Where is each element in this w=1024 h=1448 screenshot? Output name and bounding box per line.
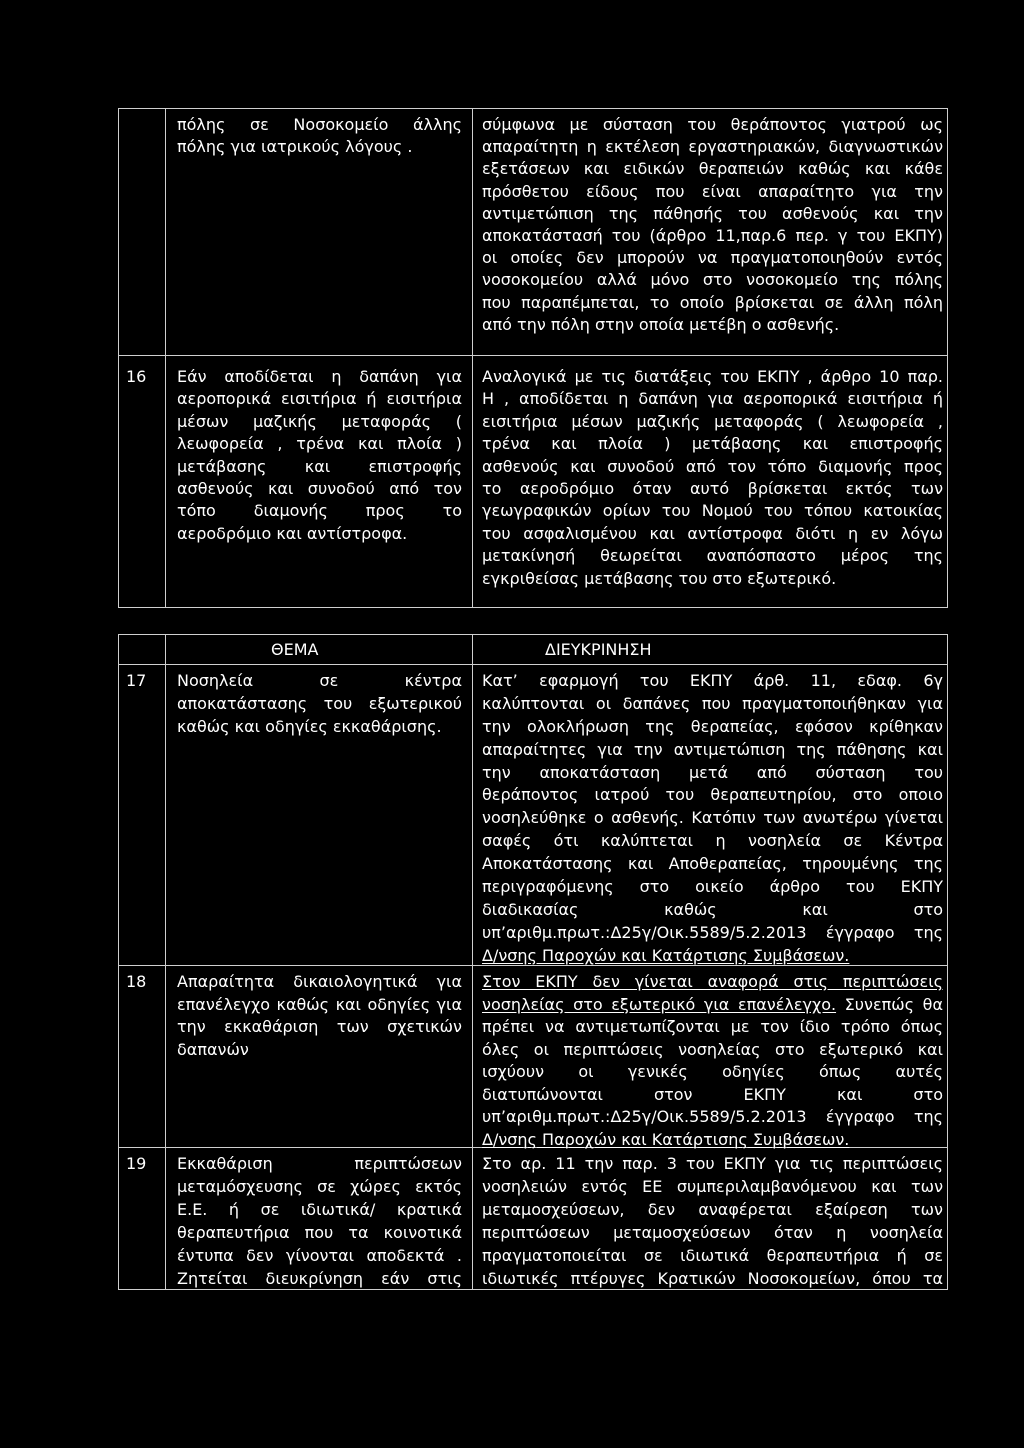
clarification-text-line: μεταμοσχεύσεων, δεν αναφέρεται εξαίρεση των: [482, 1200, 943, 1220]
row-number: [119, 966, 166, 1147]
theme-text-line: αεροπορικά εισιτήρια ή εισιτήρια: [177, 389, 462, 409]
clarification-text-line: ιδιωτικές πτέρυγες Κρατικών Νοσοκομείων, όπου τα: [482, 1269, 943, 1289]
clarification-text-line: νοσηλειών εντός ΕΕ συμπεριλαμβανόμενου και των: [482, 1177, 943, 1197]
table-row: [119, 109, 948, 356]
text-segment: Συνεπώς θα: [844, 994, 943, 1014]
theme-text-line: ασθενούς και συνοδού από τον: [177, 478, 462, 498]
clarification-text-line: μετακίνησή θεωρείται αναπόσπαστο μέρος της: [482, 546, 943, 566]
clarification-text-line: διατυπώνονται στον ΕΚΠΥ και στο: [482, 1084, 943, 1104]
header-theme: [166, 635, 473, 664]
theme-text-line: λεωφορεία , τρένα και πλοία ): [177, 434, 462, 454]
theme-cell: [166, 665, 473, 965]
row-number-text: 17: [126, 671, 147, 690]
table-row: [119, 356, 948, 608]
clarification-text-line: Αποκατάστασης και Αποθεραπείας, τηρουμένης της: [482, 854, 943, 874]
clarification-text-line: απαραίτητες για την αντιμετώπιση της πάθησης και: [482, 739, 943, 759]
clarification-cell: [473, 109, 948, 355]
row-number: [119, 665, 166, 965]
clarification-text-line: περιπτώσεων μεταμοσχεύσεων όταν η νοσηλεία: [482, 1223, 943, 1243]
theme-text-line: Απαραίτητα δικαιολογητικά για: [177, 972, 462, 991]
theme-text-line: πόλης σε Νοσοκομείο άλλης: [177, 115, 462, 134]
theme-text-line: αποκατάστασης του εξωτερικού: [177, 693, 462, 713]
header-number: [119, 635, 166, 664]
theme-text-line: θεραπευτήρια που τα κοινοτικά: [177, 1223, 462, 1243]
theme-cell: [166, 109, 473, 355]
table-row: [119, 966, 948, 1148]
row-number-text: 16: [126, 367, 147, 386]
theme-text-line: μέσων μαζικής μεταφοράς (: [177, 411, 462, 431]
row-number: [119, 109, 166, 355]
theme-cell: [166, 1148, 473, 1289]
clarification-text-line: Η , αποδίδεται η δαπάνη για αεροπορικά εισιτήρια ή: [482, 389, 943, 409]
clarification-text-line: το αεροδρόμιο όταν αυτό βρίσκεται εκτός των: [482, 478, 943, 498]
row-number: [119, 356, 166, 607]
header-theme-label: ΘΕΜΑ: [271, 640, 319, 659]
clarification-text-line: την ολοκλήρωση της θεραπείας, εφόσον κρίθηκαν: [482, 716, 943, 736]
clarification-text-line: που παραπέμπεται, το οποίο βρίσκεται σε άλλη πόλη: [482, 292, 943, 312]
theme-cell: [166, 966, 473, 1147]
table-topics: [118, 634, 948, 1290]
clarification-text-line: υπ’αριθμ.πρωτ.:Δ25γ/Οικ.5589/5.2.2013 έγγραφο της: [482, 922, 943, 942]
clarification-text-line: από την πόλη στην οποία μετέβη ο ασθενής.: [482, 314, 840, 334]
clarification-text-line: σύμφωνα με σύσταση του θεράποντος γιατρού ως: [482, 115, 943, 134]
clarification-text-line: αποκατάστασή του (άρθρο 11,παρ.6 περ. γ του ΕΚΠΥ): [482, 225, 943, 245]
theme-text-line: μετάβασης και επιστροφής: [177, 456, 462, 476]
clarification-text-line: όλες οι περιπτώσεις νοσηλείας στο εξωτερικό και: [482, 1039, 943, 1059]
clarification-text-line: εισιτήρια μέσων μαζικής μεταφοράς ( λεωφορεία ,: [482, 411, 943, 431]
header-clarification-label: ΔΙΕΥΚΡΙΝΗΣΗ: [545, 640, 652, 659]
theme-text-line: πόλης για ιατρικούς λόγους .: [177, 137, 413, 157]
table-row: [119, 1148, 948, 1290]
clarification-text-line: εξετάσεων και ειδικών θεραπειών καθώς και κάθε: [482, 159, 943, 179]
clarification-text-line: πραγματοποιείται σε ιδιωτικά θεραπευτήρια ή σε: [482, 1246, 943, 1266]
theme-text-line: αεροδρόμιο και αντίστροφα.: [177, 523, 408, 543]
clarification-text-line: Στο αρ. 11 την παρ. 3 του ΕΚΠΥ για τις περιπτώσεις: [482, 1154, 943, 1173]
theme-text-line: καθώς και οδηγίες εκκαθάρισης.: [177, 716, 442, 736]
theme-text-line: έντυπα δεν γίνονται αποδεκτά .: [177, 1246, 462, 1266]
clarification-text-line: Κατ’ εφαρμογή του ΕΚΠΥ άρθ. 11, εδαφ. 6γ: [482, 671, 943, 690]
clarification-text-line: την αποκατάσταση μετά από σύσταση του: [482, 762, 943, 782]
clarification-text-line: εγκριθείσας μετάβασης του στο εξωτερικό.: [482, 568, 837, 588]
clarification-text-line: πρέπει να αντιμετωπίζονται με τον ίδιο τρόπο όπως: [482, 1017, 943, 1036]
theme-text-line: Εάν αποδίδεται η δαπάνη για: [177, 367, 462, 386]
table-row: [119, 665, 948, 966]
clarification-cell: [473, 966, 948, 1147]
theme-text-line: Εκκαθάριση περιπτώσεων: [177, 1154, 462, 1173]
theme-text-line: μεταμόσχευσης σε χώρες εκτός: [177, 1177, 462, 1197]
underlined-text: Στον ΕΚΠΥ δεν γίνεται αναφορά στις περιπτώσεις: [482, 972, 943, 991]
theme-text-line: Ζητείται διευκρίνηση εάν στις: [177, 1269, 462, 1289]
clarification-text-line: θεράποντος ιατρού του θεραπευτηρίου, στο οποιο: [482, 785, 943, 805]
row-number-text: 18: [126, 972, 147, 991]
clarification-text-line: καλύπτονται οι δαπάνες που πραγματοποιήθηκαν για: [482, 693, 943, 713]
clarification-cell: [473, 1148, 948, 1289]
clarification-text-line: οι οποίες δεν μπορούν να πραγματοποιηθούν εντός: [482, 248, 943, 268]
theme-text-line: την εκκαθάριση των σχετικών: [177, 1017, 462, 1036]
theme-cell: [166, 356, 473, 607]
row-number: [119, 1148, 166, 1289]
table-continuation: [118, 108, 948, 608]
clarification-text-line: νοσοκομείου αλλά μόνο στο νοσοκομείο της πόλης: [482, 270, 943, 290]
clarification-text-line: ασθενούς και συνοδού από τον τόπο διαμονής προς: [482, 456, 943, 476]
clarification-text-line: περιγραφόμενης στο οικείο άρθρο του ΕΚΠΥ: [482, 877, 943, 897]
theme-text-line: Ε.Ε. ή σε ιδιωτικά/ κρατικά: [177, 1200, 462, 1220]
theme-text-line: δαπανών: [177, 1039, 249, 1059]
row-number-text: 19: [126, 1154, 147, 1173]
clarification-text-line: γεωγραφικών ορίων του Νομού του τόπου κατοικίας: [482, 501, 943, 521]
clarification-text-line: του ασφαλισμένου και αντίστροφα διότι η εν λόγω: [482, 523, 943, 543]
clarification-text-line: απαραίτητη η εκτέλεση εργαστηριακών, διαγνωστικών: [482, 137, 943, 157]
clarification-cell: [473, 356, 948, 607]
clarification-text-line: αντιμετώπιση της πάθησής του ασθενούς και την: [482, 203, 943, 223]
clarification-text-line: Αναλογικά με τις διατάξεις του ΕΚΠΥ , άρθρο 10 παρ.: [482, 367, 943, 386]
clarification-text-line: τρένα και πλοία ) μετάβασης και επιστροφής: [482, 434, 943, 454]
clarification-text-line: νοσηλεύθηκε ο ασθενής. Κατόπιν των ανωτέρω γίνεται: [482, 808, 943, 828]
clarification-text-line: διαδικασίας καθώς και στο: [482, 899, 943, 919]
theme-text-line: επανέλεγχο καθώς και οδηγίες για: [177, 994, 462, 1014]
clarification-text-line: [482, 945, 943, 968]
theme-text-line: τόπο διαμονής προς το: [177, 501, 462, 521]
clarification-text-line: ισχύουν οι γενικές οδηγίες όπως αυτές: [482, 1062, 943, 1081]
theme-text-line: Νοσηλεία σε κέντρα: [177, 671, 462, 690]
clarification-text-line: [482, 971, 943, 994]
underlined-reference: Δ/νσης Παροχών και Κατάρτισης Συμβάσεων.: [482, 1129, 850, 1149]
underlined-text: νοσηλείας στο εξωτερικό για επανέλεγχο.: [482, 994, 837, 1014]
clarification-text-line: σαφές ότι καλύπτεται η νοσηλεία σε Κέντρα: [482, 831, 943, 851]
table-header-row: [119, 635, 948, 665]
underlined-reference: Δ/νσης Παροχών και Κατάρτισης Συμβάσεων.: [482, 945, 850, 965]
clarification-text-line: υπ’αριθμ.πρωτ.:Δ25γ/Οικ.5589/5.2.2013 έγγραφο της: [482, 1107, 943, 1126]
clarification-text-line: πρόσθετου είδους που είναι απαραίτητο για την: [482, 181, 943, 201]
header-clarification: [473, 635, 948, 664]
clarification-cell: [473, 665, 948, 965]
clarification-text-line: [482, 994, 943, 1017]
